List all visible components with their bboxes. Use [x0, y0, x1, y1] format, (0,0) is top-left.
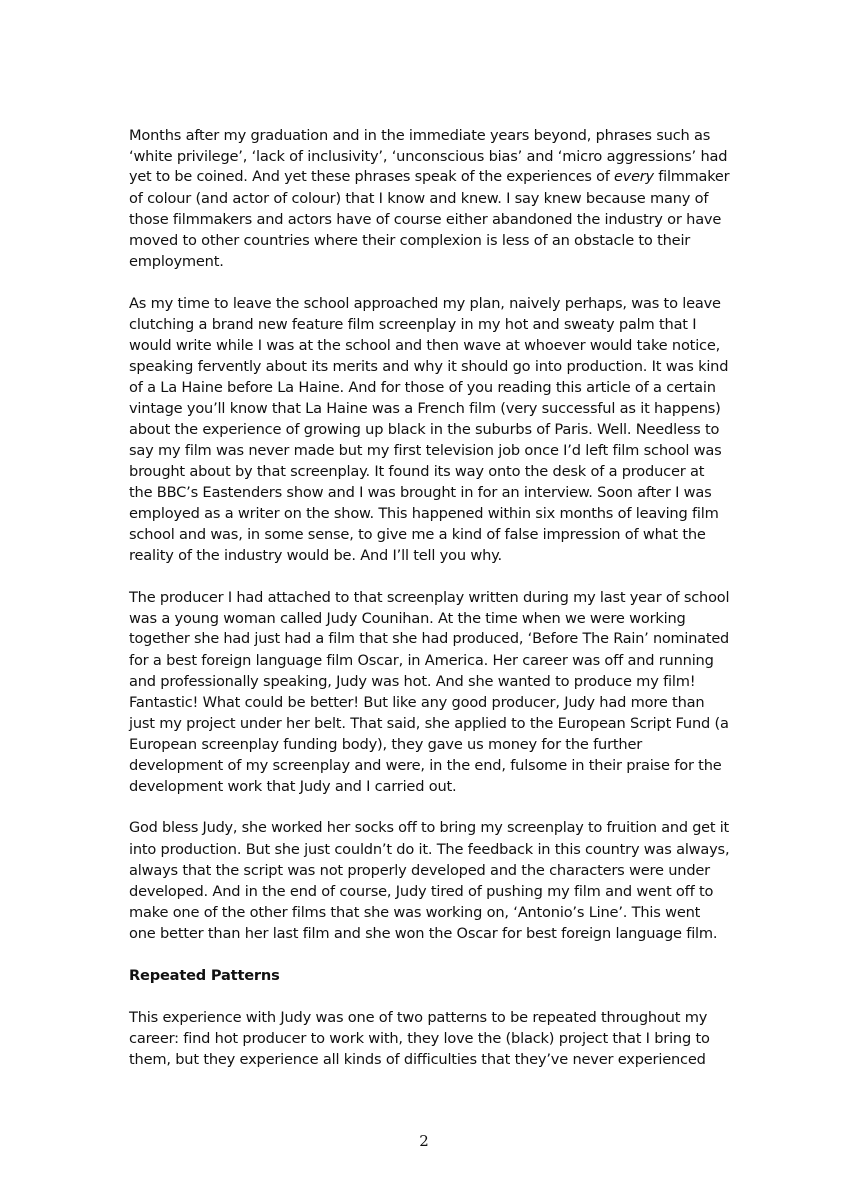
text-line: would write while I was at the school and then wave at whoever would take notice,: [129, 337, 721, 354]
paragraph-2: [129, 293, 729, 566]
text-line: reality of the industry would be. And I’ll tell you why.: [129, 547, 502, 564]
text-line: This experience with Judy was one of two patterns to be repeated throughout my: [129, 1009, 708, 1026]
text-line: God bless Judy, she worked her socks off to bring my screenplay to fruition and get it: [129, 820, 730, 836]
text-line: As my time to leave the school approached my plan, naively perhaps, was to leave: [129, 295, 721, 312]
document-body: [129, 125, 729, 1091]
text-line: of colour (and actor of colour) that I know and knew. I say knew because many of: [129, 190, 709, 207]
text-line: moved to other countries where their complexion is less of an obstacle to their: [129, 232, 691, 249]
text-line: those filmmakers and actors have of course either abandoned the industry or have: [129, 211, 722, 228]
text-line: Months after my graduation and in the immediate years beyond, phrases such as: [129, 127, 711, 144]
text-line: and professionally speaking, Judy was hot. And she wanted to produce my film!: [129, 673, 696, 690]
text-line: just my project under her belt. That said, she applied to the European Script Fund (a: [129, 715, 729, 732]
text-line: developed. And in the end of course, Judy tired of pushing my film and went off to: [129, 883, 714, 900]
page-number: 2: [419, 1132, 429, 1150]
text-line: development of my screenplay and were, in the end, fulsome in their praise for the: [129, 757, 722, 774]
text-line: employment.: [129, 253, 224, 270]
text-line: clutching a brand new feature film screenplay in my hot and sweaty palm that I: [129, 316, 697, 333]
paragraph-4: [129, 818, 729, 944]
text-line: The producer I had attached to that screenplay written during my last year of school: [129, 589, 730, 606]
paragraph-3: [129, 587, 729, 797]
text-line: speaking fervently about its merits and why it should go into production. It was kind: [129, 358, 729, 375]
emphasis-every: every: [614, 169, 654, 185]
section-heading: Repeated Patterns: [129, 967, 280, 984]
text-line: brought about by that screenplay. It found its way onto the desk of a producer at: [129, 463, 705, 480]
text-line: vintage you’ll know that La Haine was a French film (very successful as it happens): [129, 400, 721, 417]
text-line: Fantastic! What could be better! But like any good producer, Judy had more than: [129, 694, 705, 711]
text-line: about the experience of growing up black in the suburbs of Paris. Well. Needless to: [129, 421, 720, 438]
text-line: of a La Haine before La Haine. And for those of you reading this article of a certain: [129, 379, 716, 396]
text-line: European screenplay funding body), they gave us money for the further: [129, 736, 643, 753]
paragraph-1: [129, 125, 729, 272]
text-line: say my film was never made but my first television job once I’d left film school was: [129, 442, 722, 459]
text-line: make one of the other films that she was working on, ‘Antonio’s Line’. This went: [129, 904, 701, 921]
text-line: the BBC’s Eastenders show and I was brought in for an interview. Soon after I was: [129, 484, 712, 501]
text-line: one better than her last film and she won the Oscar for best foreign language film.: [129, 925, 718, 942]
text-line: together she had just had a film that she had produced, ‘Before The Rain’ nominated: [129, 631, 729, 647]
text-line: always that the script was not properly developed and the characters were under: [129, 862, 710, 879]
paragraph-5: [129, 1007, 729, 1070]
text-line: them, but they experience all kinds of difficulties that they’ve never experienced: [129, 1051, 706, 1068]
text-line: was a young woman called Judy Counihan. At the time when we were working: [129, 610, 686, 627]
text-line: school and was, in some sense, to give me a kind of false impression of what the: [129, 526, 706, 543]
text-line: into production. But she just couldn’t do it. The feedback in this country was always,: [129, 841, 730, 858]
text-line: employed as a writer on the show. This happened within six months of leaving film: [129, 505, 719, 522]
text-line: yet to be coined. And yet these phrases speak of the experiences of every filmmaker: [129, 169, 730, 185]
text-line: development work that Judy and I carried out.: [129, 778, 457, 795]
text-line: ‘white privilege’, ‘lack of inclusivity’, ‘unconscious bias’ and ‘micro aggressions’ had: [129, 148, 728, 165]
text-line: career: find hot producer to work with, they love the (black) project that I bring to: [129, 1030, 710, 1047]
text-line: for a best foreign language film Oscar, in America. Her career was off and running: [129, 652, 714, 669]
